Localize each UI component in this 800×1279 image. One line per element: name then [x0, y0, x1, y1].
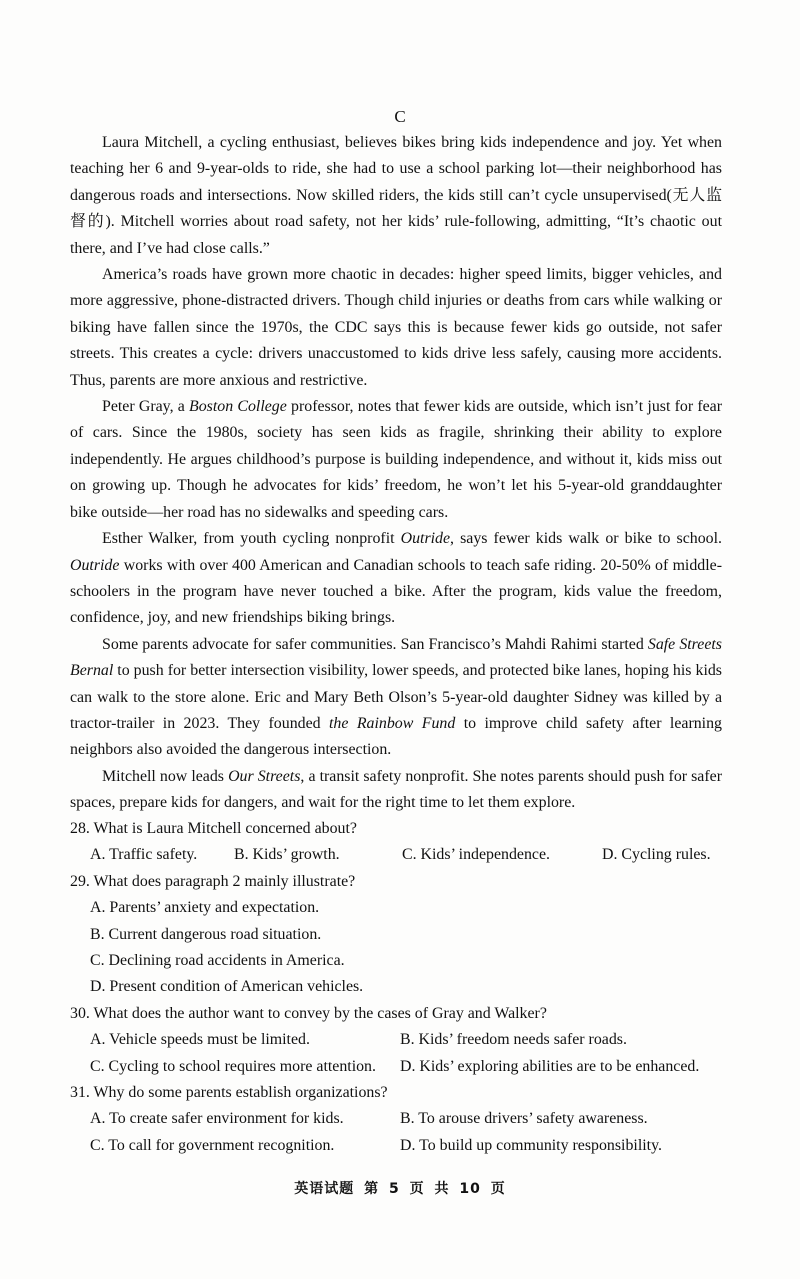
question-stem: 29. What does paragraph 2 mainly illustrate? — [70, 872, 356, 890]
option-c: C. Cycling to school requires more attention. — [90, 1057, 376, 1075]
italic-title: the Rainbow Fund — [329, 714, 456, 732]
question-list — [70, 816, 730, 1159]
question-31 — [70, 1080, 730, 1159]
option-a: A. Parents’ anxiety and expectation. — [90, 899, 320, 917]
paragraph-text: works with over 400 American and Canadian schools to teach safe riding. 20-50% of middle-schoolers in the program have never touched a bike. After the program, kids value the freedom, confidence, joy, and new friendships biking brings. — [70, 556, 722, 627]
question-stem: 28. What is Laura Mitchell concerned about? — [70, 820, 357, 837]
option-d: D. Present condition of American vehicles. — [90, 978, 364, 996]
paragraph-2 — [70, 262, 722, 394]
paragraph-3 — [70, 394, 722, 526]
italic-title: Outride — [400, 530, 451, 548]
option-group — [70, 1027, 730, 1080]
option-a: A. Vehicle speeds must be limited. — [90, 1031, 310, 1049]
option-a: A. To create safer environment for kids. — [90, 1110, 344, 1128]
option-c: C. Declining road accidents in America. — [90, 952, 345, 970]
option-c: C. Kids’ independence. — [402, 846, 550, 864]
question-28 — [70, 816, 730, 869]
reading-passage — [70, 130, 722, 817]
option-group — [70, 842, 730, 868]
option-d: D. To build up community responsibility. — [400, 1136, 662, 1154]
paragraph-text: America’s roads have grown more chaotic in decades: higher speed limits, bigger vehicles, and more aggressive, phone-distracted drivers. Though child injuries or deaths from cars while walking or biking have fallen since the 1970s, the CDC says this is because fewer kids go outside, not safer streets. This creates a cycle: drivers unaccustomed to kids drive less safely, causing more accidents. Thus, parents are more anxious and restrictive. — [70, 266, 722, 389]
paragraph-6 — [70, 764, 722, 817]
option-d: D. Cycling rules. — [602, 846, 711, 864]
option-group — [70, 1106, 730, 1159]
question-30 — [70, 1001, 730, 1080]
option-b: B. Kids’ freedom needs safer roads. — [400, 1031, 627, 1049]
option-d: D. Kids’ exploring abilities are to be enhanced. — [400, 1057, 700, 1075]
option-b: B. To arouse drivers’ safety awareness. — [400, 1110, 648, 1128]
italic-title: Outride — [70, 556, 120, 574]
question-29 — [70, 869, 730, 1001]
question-stem: 31. Why do some parents establish organizations? — [70, 1084, 388, 1102]
option-c: C. To call for government recognition. — [90, 1136, 335, 1154]
paragraph-text: , says fewer kids walk or bike to school. — [450, 530, 722, 548]
italic-title: Boston College — [189, 398, 287, 416]
paragraph-text: Esther Walker, from youth cycling nonprofit — [102, 530, 401, 548]
italic-title: Our Streets — [228, 767, 301, 785]
paragraph-text: Laura Mitchell, a cycling enthusiast, believes bikes bring kids independence and joy. Yet when teaching her 6 and 9-year-olds to ride, she had to use a school parking lot—their neighborhood has dangerous roads and intersections. Now skilled riders, the kids still can’t cycle unsupervised(无人监督的). Mitchell worries about road safety, not her kids’ rule-following, admitting, “It’s chaotic out there, and I’ve had close calls.” — [70, 134, 722, 257]
paragraph-text: professor, notes that fewer kids are outside, which isn’t just for fear of cars. Since the 1980s, society has seen kids as fragile, shrinking their ability to explore independently. He argues childhood’s purpose is building independence, and without it, kids miss out on growing up. Though he advocates for kids’ freedom, he won’t let his 5-year-old granddaughter bike outside—her road has no sidewalks and speeding cars. — [70, 398, 723, 521]
italic-title: Safe Streets Bernal — [70, 635, 722, 680]
option-a: A. Traffic safety. — [90, 846, 198, 864]
paragraph-text: , a transit safety nonprofit. She notes parents should push for safer spaces, prepare kids for dangers, and wait for the right time to let them explore. — [70, 767, 722, 812]
paragraph-text: to improve child safety after learning neighbors also avoided the dangerous intersection. — [70, 714, 722, 759]
option-b: B. Current dangerous road situation. — [90, 925, 322, 943]
section-heading: C — [394, 107, 406, 126]
paragraph-1 — [70, 130, 722, 262]
paragraph-text: Some parents advocate for safer communities. San Francisco’s Mahdi Rahimi started — [102, 635, 648, 653]
paragraph-5 — [70, 632, 722, 764]
option-b: B. Kids’ growth. — [234, 846, 340, 864]
paragraph-4 — [70, 526, 722, 632]
option-group — [70, 895, 730, 1001]
paragraph-text: Peter Gray, a — [102, 398, 190, 416]
paragraph-text: to push for better intersection visibility, lower speeds, and protected bike lanes, hoping his kids can walk to the store alone. Eric and Mary Beth Olson’s 5-year-old daughter Sidney was killed by a tractor-trailer in 2023. They founded — [70, 662, 722, 732]
page-footer: 英语试题 第 5 页 共 10 页 — [294, 1181, 506, 1197]
question-stem: 30. What does the author want to convey by the cases of Gray and Walker? — [70, 1004, 547, 1022]
paragraph-text: Mitchell now leads — [102, 767, 229, 785]
